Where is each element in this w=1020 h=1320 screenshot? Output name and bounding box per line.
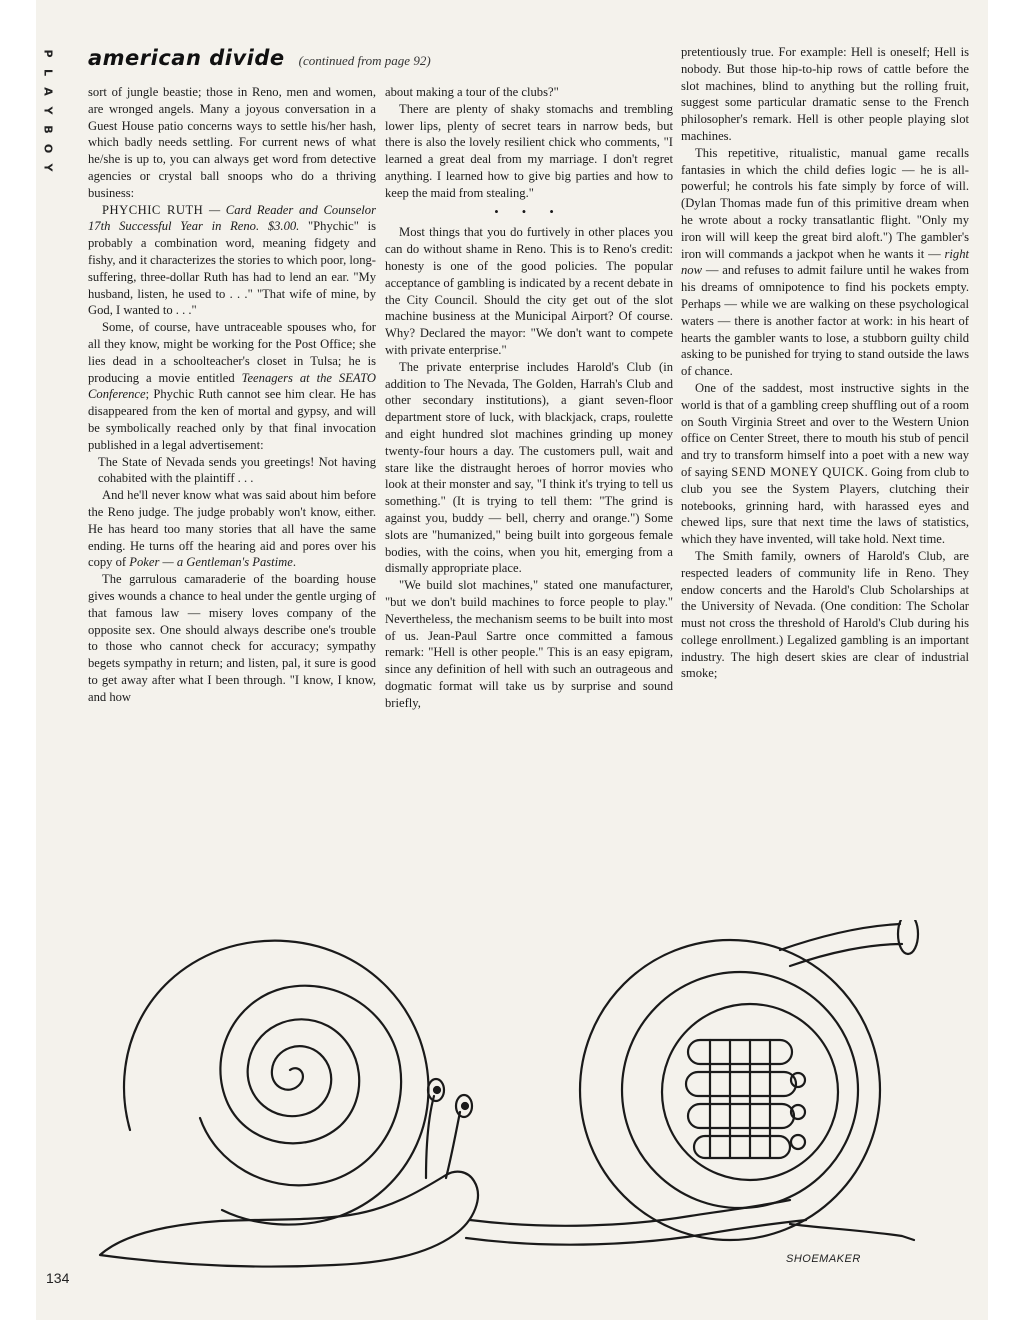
paragraph: pretentiously true. For example: Hell is oneself; Hell is nobody. But those hip-to-hip rows of cattle before the slot machines, blind to anything but the rolling fruit, suggest some particular dramatic sense to the French philosopher's remark. Hell is other people playing slot machines. [681, 45, 969, 143]
horn-lower-tube [470, 1200, 790, 1226]
paragraph: "We build slot machines," stated one manufacturer, "but we don't build machines to force people to play." Nevertheless, the mechanism seems to be built into most of us. Jean-Paul Sartre once committed a famous remark: "Hell is other people." This is an easy epigram, since any definition of hell with such an outrageous and dogmatic format will take us by surprise and sound briefly, [385, 578, 673, 710]
horn-valve [688, 1040, 792, 1064]
horn-valve [686, 1072, 796, 1096]
book-title: Poker — a Gentleman's Pastime [129, 555, 293, 570]
masthead-vertical: P L A Y B O Y [41, 49, 55, 172]
ad-text: — Card Reader and Counselor 17th Successful Year in Reno. $3.00. [88, 202, 376, 234]
horn-valve [694, 1136, 790, 1158]
column-2 [385, 84, 673, 711]
snail-shell-spiral [200, 986, 401, 1186]
movie-title: Teenagers at the SEATO Conference [88, 370, 376, 402]
paragraph: This repetitive, ritualistic, manual game recalls fantasies in which the child defies logic — he is all-powerful; he controls his fate simply by force of will. (Dylan Thomas made fun of this primitive dream when he wrote about a rocky transatlantic flight. "Only my iron will will keep the great bird aloft.") The gambler's iron will commands a jackpot when he wants it — right now — and refuses to admit failure until he wakes from his dreams of omnipotence to find his pockets empty. Perhaps — while we are walking on these psychological waters — there is another factor at work: in his heart of hearts the gambler wants to lose, a stubborn guilty child asking to be punished for trying to stand outside the laws of chance. [681, 145, 969, 379]
ad-lead: PHYCHIC RUTH [102, 202, 204, 217]
page-number: 134 [46, 1270, 70, 1286]
article-title: american divide [88, 46, 285, 70]
column-3 [681, 44, 969, 682]
paragraph: PHYCHIC RUTH — Card Reader and Counselor 17th Successful Year in Reno. $3.00. "Phychic" is probably a combination word, meaning fidgety and fishy, and it characterizes the stories to which poor, long-suffering, three-dollar Ruth has had to lend an ear. "My husband, listen, he used to . . ." "That wife of mine, by God, I wanted to . . ." [88, 202, 376, 318]
snail-french-horn-illustration [90, 920, 930, 1280]
artist-signature: SHOEMAKER [786, 1253, 861, 1265]
legal-quote: The State of Nevada sends you greetings! Not having cohabited with the plaintiff . . . [98, 454, 376, 486]
paragraph: Most things that you do furtively in other places you can do without shame in Reno. This is to Reno's credit: honesty is one of the good policies. The popular acceptance of gambling is indicated by a recent debate in the City Council. Should the city get out of the slot machine business at the Municipal Airport? Of course. Why? Declared the mayor: "We don't want to compete with private enterprise." [385, 225, 673, 357]
section-break: • • • [494, 204, 564, 219]
snail-antenna-right [446, 1112, 460, 1178]
paragraph: One of the saddest, most instructive sights in the world is that of a gambling creep shuffling out of a room on South Virginia Street and over to the Western Union office on Center Street, there to mouth his stub of pencil and try to transform himself into a poet with a new way of saying SEND MONEY QUICK. Going from club to club you see the System Players, clutching their notebooks, grinning hard, with harassed eyes and chewed lips, sure that next time the laws of statistics, which they have invented, will take hold. Next time. [681, 380, 969, 547]
continued-note: (continued from page 92) [298, 53, 431, 68]
paragraph: The Smith family, owners of Harold's Club, are respected leaders of community life in Reno. They endow concerts and the Harold's Club Scholarships at the University of Nevada. (One condition: The Scholar must not cross the threshold of Harold's Club during his college enrollment.) Legalized gambling is an important industry. The high desert skies are clear of industrial smoke; [681, 548, 969, 681]
horn-bell-mouth [898, 920, 918, 954]
paragraph: And he'll never know what was said about him before the Reno judge. The judge probably won't know, either. He has heard too many stories that all have the same ending. He turns off the hearing aid and pores over his copy of Poker — a Gentleman's Pastime. [88, 488, 376, 570]
paragraph: The private enterprise includes Harold's Club (in addition to The Nevada, The Golden, Harrah's Club and other secondary institutions), a giant seven-floor department store of luck, with blackjack, craps, roulette and eight hundred slot machines grinding up money twenty-four hours a day. The customers pull, wait and stare like the distraught heroes of horror movies who look at their monster and say, "I think it's trying to tell us something." (It is trying to tell them: "The grind is against you, buddy — bell, cherry and orange.") Some slots are "humanized," being built into gorgeous female bodies, with the coins, when you hit, emerging from a dismally appropriate place. [385, 359, 673, 576]
horn-valve-cap [791, 1135, 805, 1149]
snail-shell-outline [124, 941, 428, 1225]
paragraph: There are plenty of shaky stomachs and trembling lower lips, plenty of secret tears in narrow beds, but there is also the lovely resilient chick who comments, "I learned a great deal from my marriage. I don't regret anything. I learned how to give big parties and how to keep the maid from stealing." [385, 101, 673, 200]
horn-valve-cap [791, 1073, 805, 1087]
paragraph: sort of jungle beastie; those in Reno, men and women, are wronged angels. Many a joyous conversation in a Guest House patio concerns ways to settle his/her hash, which badly needs settling. For current news of what he/she is up to, you can always get word from detective agencies or crystal ball snoops who do a thriving business: [88, 85, 376, 200]
paragraph: Some, of course, have untraceable spouses who, for all they know, might be working for the Post Office; she lies dead in a schoolteacher's closet in Tulsa; he is producing a movie entitled Teenagers at the SEATO Conference; Phychic Ruth cannot see him clear. He has disappeared from the ken of mortal and gypsy, and will be symbolically reached only by that final invocation published in a legal advertisement: [88, 320, 376, 452]
paragraph: about making a tour of the clubs?" [385, 85, 559, 99]
horn-valve [688, 1104, 794, 1128]
horn-tail [790, 1224, 914, 1240]
horn-middle-coil [622, 972, 858, 1208]
article-header [88, 46, 431, 70]
telegram-text: SEND MONEY QUICK [731, 464, 865, 479]
column-1 [88, 84, 376, 705]
horn-lead-pipe [780, 924, 900, 950]
paragraph: The garrulous camaraderie of the boarding house gives wounds a chance to heal under the gentle urging of that famous law — misery loves company of the opposite sex. One should always describe one's trouble to those who cannot check for accuracy; sympathy begets sympathy in return; and listen, pal, it sure is good to get away after what I been through. "I know, I know, and how [88, 572, 376, 704]
